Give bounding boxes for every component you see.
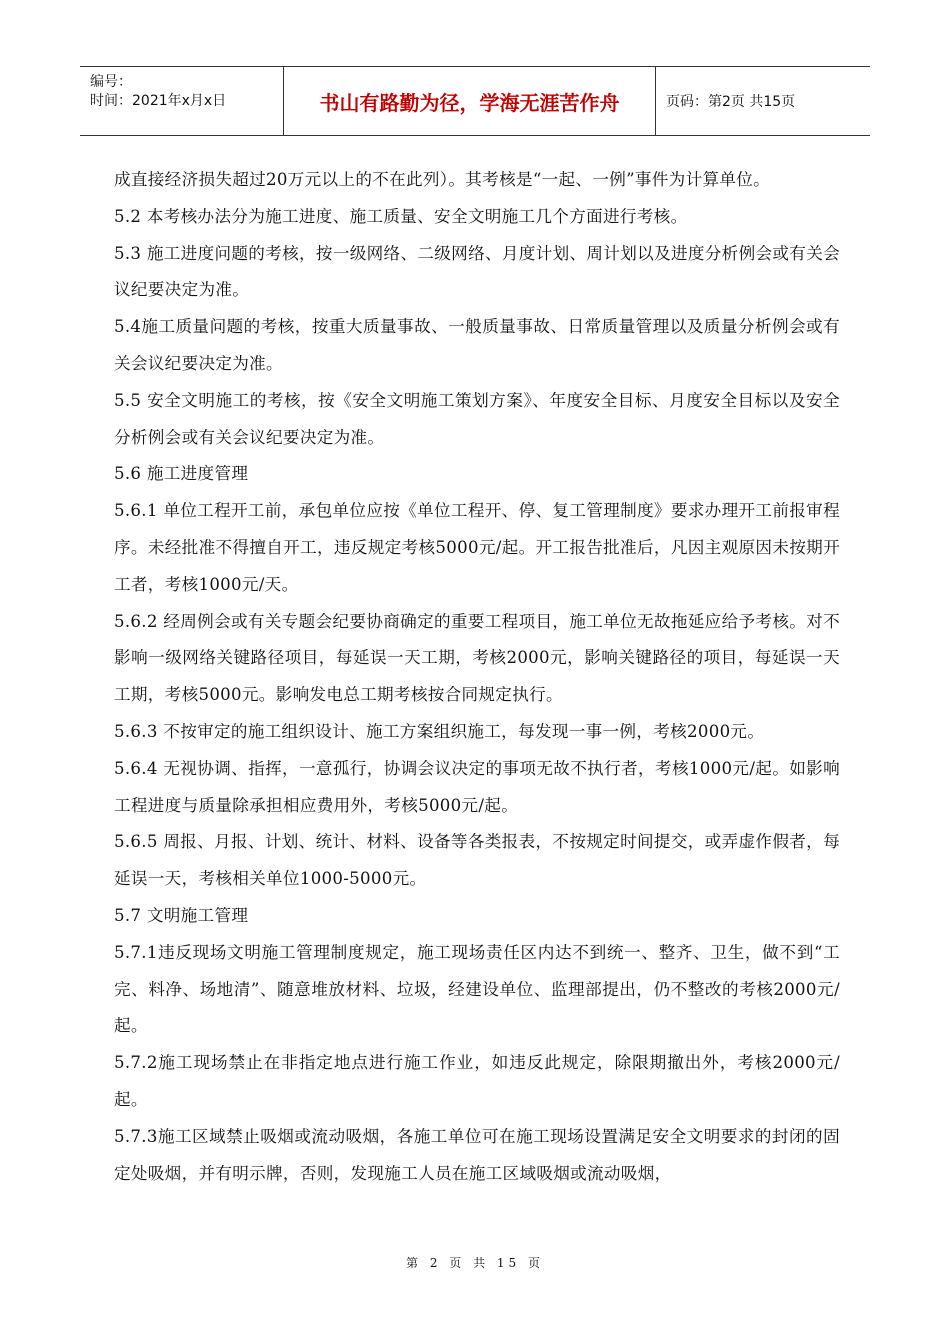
section-heading: 5.7 文明施工管理 xyxy=(114,905,249,925)
header-meta xyxy=(80,67,284,135)
paragraph: 成直接经济损失超过20万元以上的不在此列）。其考核是“一起、一例”事件为计算单位。 xyxy=(114,170,771,189)
paragraph: 5.7.2施工现场禁止在非指定地点进行施工作业，如违反此规定，除限期撤出外，考核2000元/起。 xyxy=(114,1053,840,1109)
paragraph: 5.7.1违反现场文明施工管理制度规定，施工现场责任区内达不到统一、整齐、卫生，做不到“工完、料净、场地清”、随意堆放材料、垃圾，经建设单位、监理部提出，仍不整改的考核2000元/起。 xyxy=(114,942,840,1036)
paragraph: 5.7.3施工区域禁止吸烟或流动吸烟，各施工单位可在施工现场设置满足安全文明要求的封闭的固定处吸烟，并有明示牌，否则，发现施工人员在施工区域吸烟或流动吸烟， xyxy=(114,1126,840,1183)
paragraph: 5.6.4 无视协调、指挥，一意孤行，协调会议决定的事项无故不执行者，考核1000元/起。如影响工程进度与质量除承担相应费用外，考核5000元/起。 xyxy=(114,758,840,815)
paragraph: 5.6.5 周报、月报、计划、统计、材料、设备等各类报表，不按规定时间提交，或弄虚作假者，每延误一天，考核相关单位1000-5000元。 xyxy=(114,832,840,889)
page-footer: 第 2 页 共 15 页 xyxy=(406,1256,544,1270)
document-body xyxy=(114,162,840,1192)
header-number-label: 编号： xyxy=(90,74,132,90)
section-heading: 5.6 施工进度管理 xyxy=(114,464,249,484)
header-page-code: 页码：第2页 共15页 xyxy=(666,94,796,110)
document-header xyxy=(80,66,870,136)
paragraph: 5.6.1 单位工程开工前，承包单位应按《单位工程开、停、复工管理制度》要求办理开工前报审程序。未经批准不得擅自开工，违反规定考核5000元/起。开工报告批准后，凡因主观原因未按期开工者，考核1000元/天。 xyxy=(114,501,840,594)
paragraph: 5.2 本考核办法分为施工进度、施工质量、安全文明施工几个方面进行考核。 xyxy=(114,206,688,226)
paragraph: 5.6.3 不按审定的施工组织设计、施工方案组织施工，每发现一事一例，考核2000元。 xyxy=(114,721,765,741)
paragraph: 5.4施工质量问题的考核，按重大质量事故、一般质量事故、日常质量管理以及质量分析例会或有关会议纪要决定为准。 xyxy=(114,317,840,373)
paragraph: 5.6.2 经周例会或有关专题会纪要协商确定的重要工程项目，施工单位无故拖延应给予考核。对不影响一级网络关键路径项目，每延误一天工期，考核2000元，影响关键路径的项目，每延误一天工期，考核5000元。影响发电总工期考核按合同规定执行。 xyxy=(114,611,840,705)
paragraph: 5.5 安全文明施工的考核，按《安全文明施工策划方案》、年度安全目标、月度安全目标以及安全分析例会或有关会议纪要决定为准。 xyxy=(114,390,840,447)
header-date-label: 时间：2021年x月x日 xyxy=(90,93,227,109)
header-slogan: 书山有路勤为径，学海无涯苦作舟 xyxy=(284,67,656,135)
paragraph: 5.3 施工进度问题的考核，按一级网络、二级网络、月度计划、周计划以及进度分析例会或有关会议纪要决定为准。 xyxy=(114,243,840,300)
